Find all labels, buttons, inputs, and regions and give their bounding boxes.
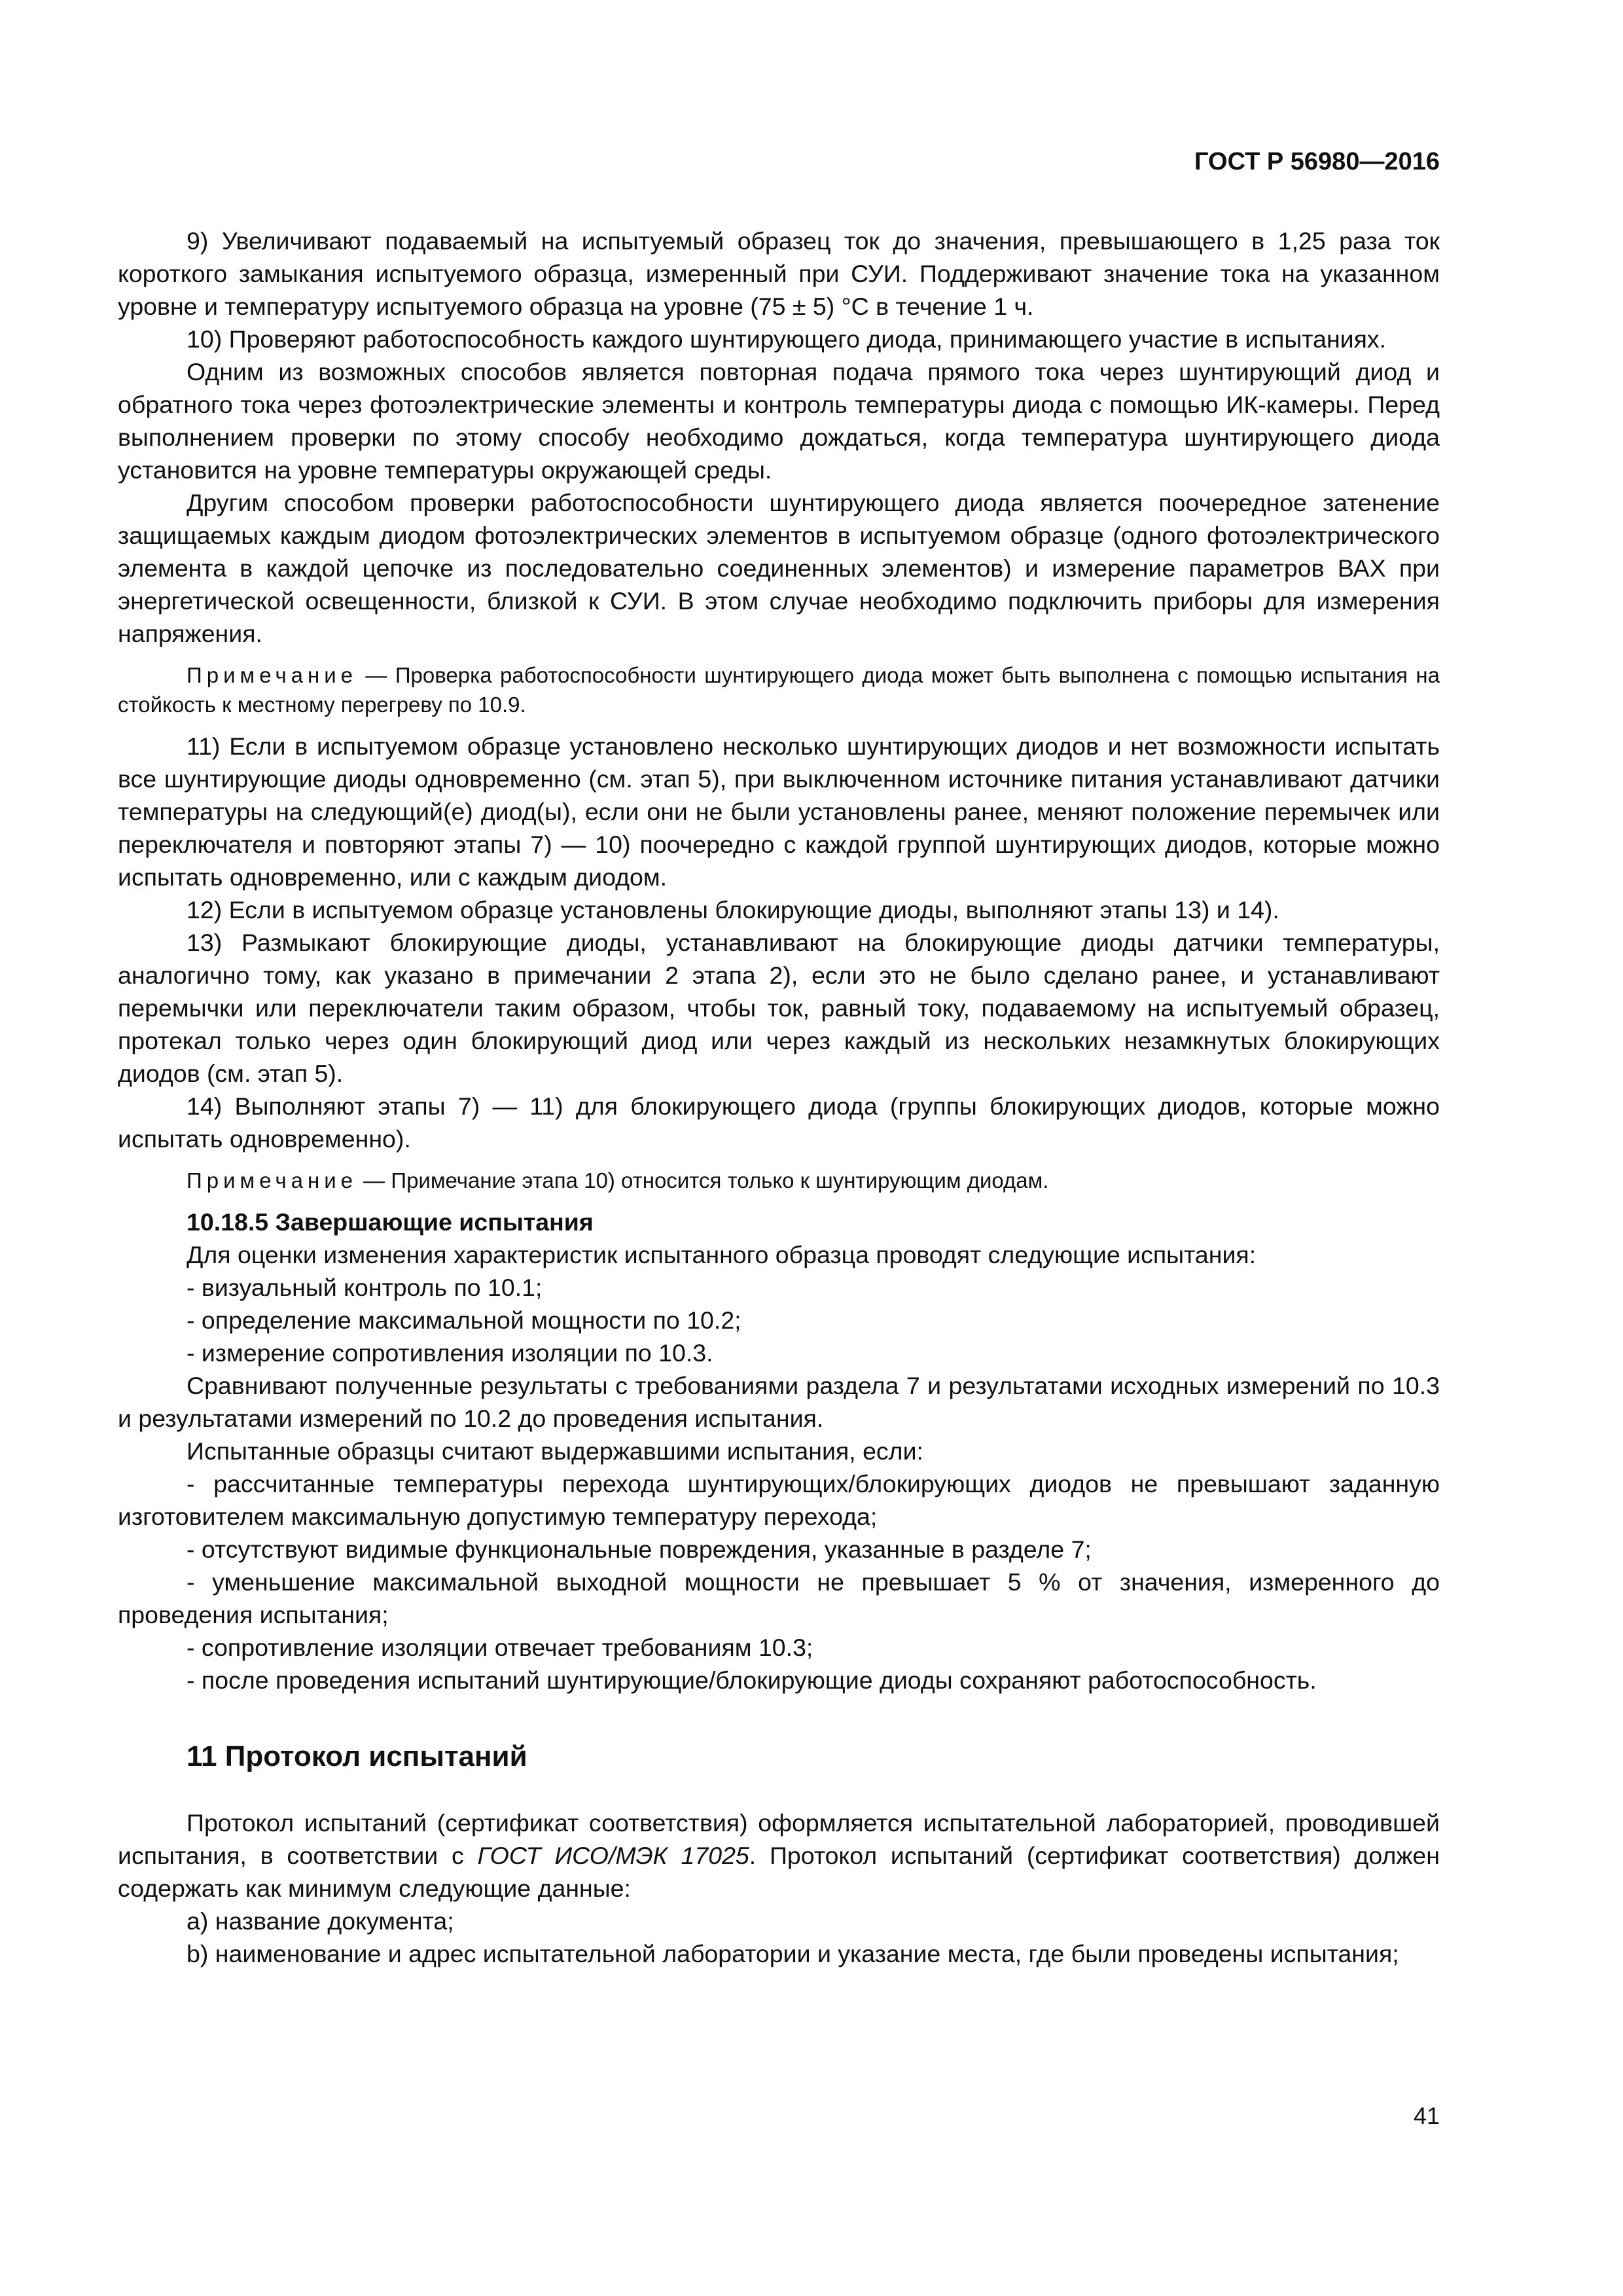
paragraph-method-1: Одним из возможных способов является повторная подача прямого тока через шунтирующий диод и обратного тока через фотоэлектрические элементы и контроль температуры диода с помощью ИК-камеры. Перед выполнением проверки по этому способу необходимо дождаться, когда температура шунтирующего диода установится на уровне температуры окружающей среды. [118,358,1440,484]
note-1-text: — Проверка работоспособности шунтирующего диода может быть выполнена с помощью испытания на стойкость к местному перегреву по 10.9. [118,663,1440,717]
list-item: b) наименование и адрес испытательной лаборатории и указание места, где были проведены испытания; [187,1940,1399,1967]
paragraph-method-2: Другим способом проверки работоспособности шунтирующего диода является поочередное затенение защищаемых каждым диодом фотоэлектрических элементов в испытуемом образце (одного фотоэлектрического элемента в каждой цепочке из последовательно соединенных элементов) и измерение параметров ВАХ при энергетической освещенности, близкой к СУИ. В этом случае необходимо подключить приборы для измерения напряжения. [118,489,1440,647]
list-item: - рассчитанные температуры перехода шунтирующих/блокирующих диодов не превышают заданную изготовителем максимальную допустимую температуру перехода; [118,1470,1440,1530]
list-item: - отсутствуют видимые функциональные повреждения, указанные в разделе 7; [187,1535,1092,1563]
note-1-label: Примечание [187,663,358,687]
protocol-text-start: Протокол испытаний (сертификат соответствия) оформляется испытательной лабораторией, проводившей испытания, в соответствии с [118,1809,1440,1869]
note-2-label: Примечание [187,1168,358,1193]
list-item: - измерение сопротивления изоляции по 10.3. [187,1339,713,1367]
page-number: 41 [1413,2102,1440,2129]
paragraph-step-13: 13) Размыкают блокирующие диоды, устанавливают на блокирующие диоды датчики температуры, аналогично тому, как указано в примечании 2 этапа 2), если это не было сделано ранее, и устанавливают перемычки или переключатели таким образом, чтобы ток, равный току, подаваемому на испытуемый образец, протекал только через один блокирующий диод или через каждый из нескольких незамкнутых блокирующих диодов (см. этап 5). [118,929,1440,1087]
list-item: - визуальный контроль по 10.1; [187,1274,543,1301]
note-1 [118,660,1440,719]
list-item: - сопротивление изоляции отвечает требованиям 10.3; [187,1634,813,1661]
paragraph-final-tests-intro: Для оценки изменения характеристик испытанного образца проводят следующие испытания: [187,1241,1257,1268]
note-2-text: — Примечание этапа 10) относится только к шунтирующим диодам. [357,1168,1049,1193]
paragraph-step-12: 12) Если в испытуемом образце установлены блокирующие диоды, выполняют этапы 13) и 14). [187,896,1279,924]
paragraph-step-9: 9) Увеличивают подаваемый на испытуемый образец ток до значения, превышающего в 1,25 раза ток короткого замыкания испытуемого образца, измеренный при СУИ. Поддерживают значение тока на указанном уровне и температуру испытуемого образца на уровне (75 ± 5) °С в течение 1 ч. [118,227,1440,320]
note-2 [118,1166,1440,1195]
subsection-heading: 10.18.5 Завершающие испытания [187,1208,594,1236]
page-body [118,224,1440,1970]
paragraph-compare-results: Сравнивают полученные результаты с требованиями раздела 7 и результатами исходных измерений по 10.3 и результатами измерений по 10.2 до проведения испытания. [118,1372,1440,1432]
document-code: ГОСТ Р 56980—2016 [1194,148,1440,175]
paragraph-step-14: 14) Выполняют этапы 7) — 11) для блокирующего диода (группы блокирующих диодов, которые можно испытать одновременно). [118,1092,1440,1153]
list-item: - после проведения испытаний шунтирующие/блокирующие диоды сохраняют работоспособность. [187,1666,1317,1694]
section-heading: 11 Протокол испытаний [187,1740,527,1772]
paragraph-step-10: 10) Проверяют работоспособность каждого шунтирующего диода, принимающего участие в испытаниях. [187,325,1387,353]
standard-reference: ГОСТ ИСО/МЭК 17025 [477,1842,749,1869]
paragraph-pass-criteria-intro: Испытанные образцы считают выдержавшими испытания, если: [187,1437,923,1465]
list-item: а) название документа; [187,1907,454,1935]
paragraph-step-11: 11) Если в испытуемом образце установлено несколько шунтирующих диодов и нет возможности испытать все шунтирующие диоды одновременно (см. этап 5), при выключенном источнике питания устанавливают датчики температуры на следующий(е) диод(ы), если они не были установлены ранее, меняют положение перемычек или переключателя и повторяют этапы 7) — 10) поочередно с каждой группой шунтирующих диодов, которые можно испытать одновременно, или с каждым диодом. [118,732,1440,891]
list-item: - определение максимальной мощности по 10.2; [187,1306,741,1334]
paragraph-protocol [118,1806,1440,1905]
list-item: - уменьшение максимальной выходной мощности не превышает 5 % от значения, измеренного до проведения испытания; [118,1568,1440,1628]
protocol-text-end: . Протокол испытаний (сертификат соответствия) должен содержать как минимум следующие данные: [118,1842,1440,1902]
